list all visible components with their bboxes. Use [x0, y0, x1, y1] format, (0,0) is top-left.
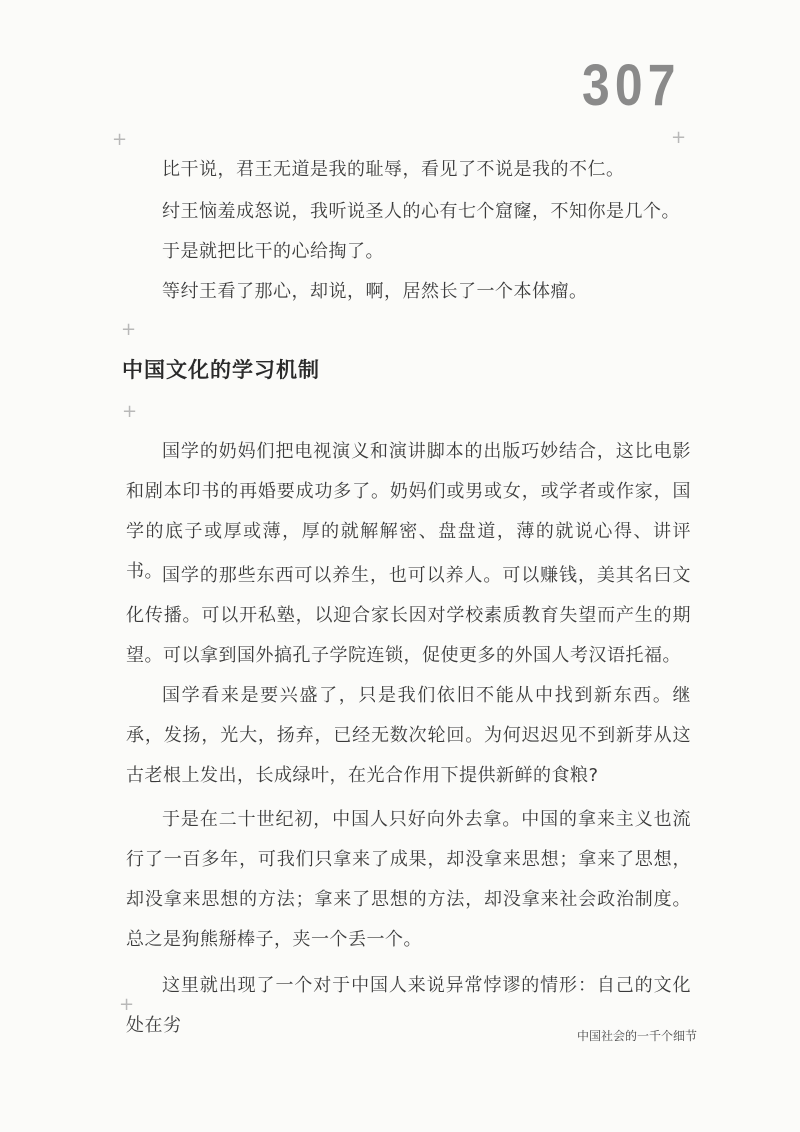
body-paragraph: 国学的奶妈们把电视演义和演讲脚本的出版巧妙结合，这比电影和剧本印书的再婚要成功多了。奶妈们或男或女，或学者或作家，国学的底子或厚或薄，厚的就解解密、盘盘道，薄的就说心得、讲评书。 [126, 441, 691, 582]
running-footer: 中国社会的一千个细节 [577, 1029, 698, 1043]
crop-mark: + [119, 994, 135, 1015]
story-line: 纣王恼羞成怒说，我听说圣人的心有七个窟窿，不知你是几个。 [162, 201, 680, 222]
crop-mark: + [122, 401, 138, 422]
body-paragraph: 于是在二十世纪初，中国人只好向外去拿。中国的拿来主义也流行了一百多年，可我们只拿来了成果，却没拿来思想；拿来了思想，却没拿来思想的方法；拿来了思想的方法，却没拿来社会政治制度。总之是狗熊掰棒子，夹一个丢一个。 [126, 809, 691, 950]
story-line: 于是就把比干的心给掏了。 [162, 241, 384, 262]
body-paragraph: 这里就出现了一个对于中国人来说异常悖谬的情形：自己的文化处在劣 [126, 975, 691, 1036]
crop-mark: + [671, 127, 687, 148]
body-paragraph: 国学看来是要兴盛了，只是我们依旧不能从中找到新东西。继承，发扬，光大，扬弃，已经无数次轮回。为何迟迟见不到新芽从这古老根上发出，长成绿叶，在光合作用下提供新鲜的食粮? [126, 685, 691, 786]
story-line: 等纣王看了那心，却说，啊，居然长了一个本体瘤。 [162, 281, 588, 302]
section-title: 中国文化的学习机制 [122, 358, 320, 382]
crop-mark: + [112, 129, 128, 150]
body-paragraph: 国学的那些东西可以养生，也可以养人。可以赚钱，美其名曰文化传播。可以开私塾，以迎合家长因对学校素质教育失望而产生的期望。可以拿到国外搞孔子学院连锁，促使更多的外国人考汉语托福。 [126, 565, 691, 666]
story-line: 比干说，君王无道是我的耻辱，看见了不说是我的不仁。 [162, 159, 625, 180]
crop-mark: + [121, 319, 137, 340]
page-number: 307 [582, 53, 681, 118]
